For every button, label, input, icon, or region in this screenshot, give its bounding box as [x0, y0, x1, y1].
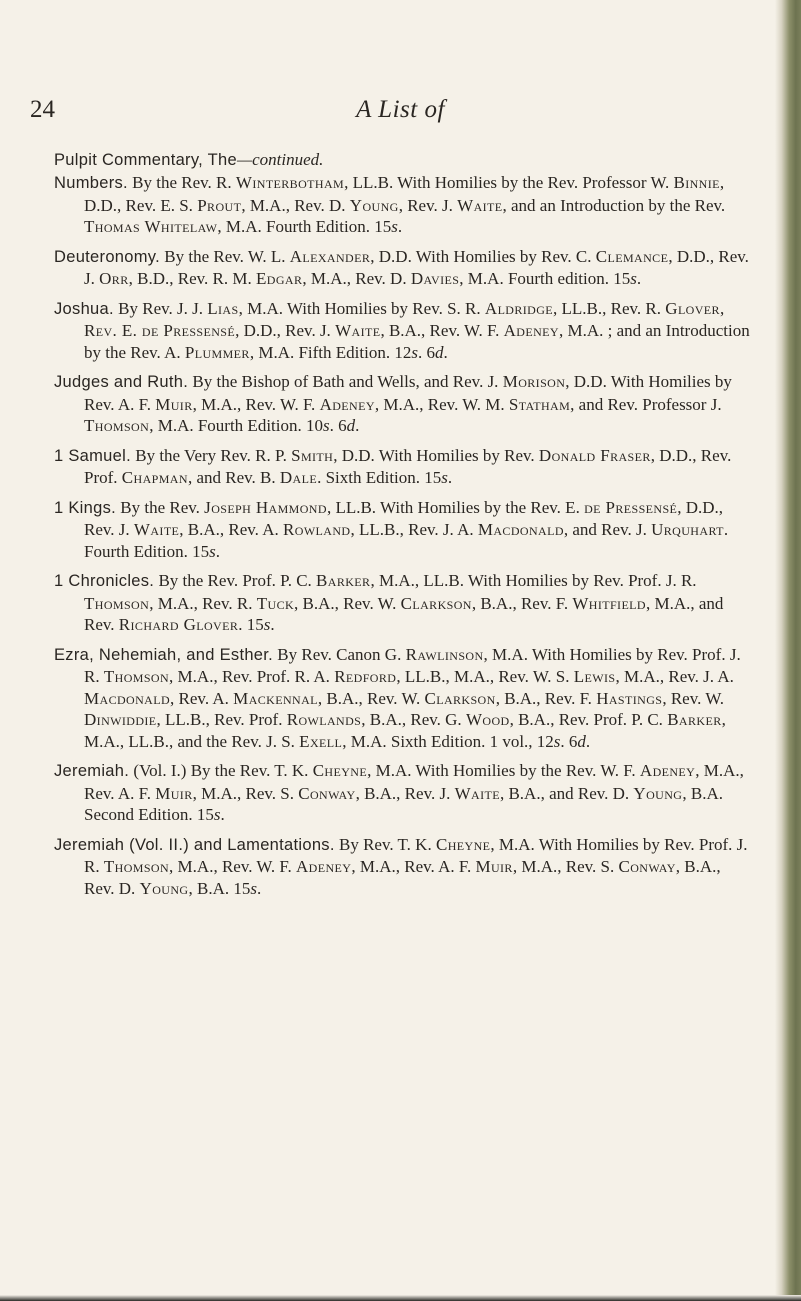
- entry-text: . 6: [329, 416, 347, 435]
- author-name: Barker: [316, 571, 371, 590]
- author-name: Adeney: [503, 321, 559, 340]
- entry-text: , D.D., Rev. Prof.: [84, 445, 732, 487]
- author-name: Rev. E. de Pressensé: [84, 321, 236, 340]
- entry-text: .: [215, 541, 221, 561]
- author-name: Plummer: [184, 342, 250, 362]
- author-name: de Pressensé: [584, 497, 678, 517]
- entry-text: , B.A., Rev. J.: [355, 783, 455, 803]
- list-item: [54, 172, 754, 238]
- author-name: Waite: [133, 520, 180, 539]
- list-item: [54, 497, 754, 563]
- author-name: Rowlands: [286, 710, 362, 729]
- author-name: Waite: [457, 195, 503, 215]
- entry-text: , Rev. J.: [398, 195, 458, 215]
- author-name: Orr: [99, 269, 129, 288]
- author-name: Cheyne: [312, 761, 368, 780]
- author-name: Urquhart: [651, 520, 724, 539]
- list-item: [54, 570, 754, 636]
- entry-text: , D.D. With Homilies by Rev. A. F.: [84, 372, 732, 414]
- entry-text: , D.D. With Homilies by Rev.: [333, 445, 539, 465]
- entry-heading: Ezra, Nehemiah, and Esther.: [54, 645, 274, 664]
- author-name: Dinwiddie: [84, 710, 157, 729]
- author-name: Waite: [454, 783, 500, 803]
- list-item: [54, 834, 754, 900]
- author-name: Winterbotham: [235, 173, 345, 192]
- entry-text: , B.D., Rev. R. M.: [128, 269, 256, 288]
- entry-heading: Judges and Ruth.: [54, 373, 189, 391]
- entry-heading: Deuteronomy.: [54, 247, 161, 266]
- author-name: Prout: [197, 195, 242, 215]
- author-name: Mackennal: [233, 688, 318, 708]
- entry-text: , B.A., Rev. D.: [84, 857, 721, 898]
- entry-text: , M.A., LL.B., and the Rev. J. S.: [84, 710, 726, 751]
- list-item: [54, 298, 754, 364]
- list-item: [54, 246, 754, 290]
- entry-text: By the Rev. W. L.: [160, 246, 290, 266]
- author-name: Adeney: [296, 857, 352, 876]
- entry-text: s: [213, 805, 221, 824]
- author-name: Edgar: [255, 269, 303, 288]
- entry-text: , M.A. With Homilies by the Rev. W. F.: [367, 761, 640, 780]
- entry-text: .: [636, 269, 642, 288]
- author-name: Lias: [207, 298, 239, 318]
- entry-text: s: [209, 541, 216, 561]
- entry-text: s: [263, 615, 271, 634]
- entry-text: , B.A., Rev. G.: [361, 710, 466, 729]
- entry-text: ,: [719, 298, 725, 318]
- commentary-list: [54, 148, 754, 899]
- entry-text: .: [585, 731, 591, 751]
- entry-text: , M.A. Fourth edition. 15: [459, 269, 631, 288]
- entry-text: , M.A., Rev. W. F.: [192, 394, 320, 414]
- entry-text: , B.A., and Rev. D.: [499, 783, 634, 803]
- entry-heading: Numbers.: [54, 174, 128, 192]
- author-name: Conway: [618, 857, 676, 876]
- author-name: Young: [139, 878, 189, 898]
- author-name: Rawlinson: [405, 644, 484, 664]
- author-name: Morison: [502, 372, 566, 391]
- author-name: Young: [633, 783, 683, 803]
- entry-text: , B.A., Rev. W.: [294, 593, 401, 613]
- running-head: A List of: [356, 96, 445, 123]
- entry-text: , D.D., Rev. J.: [84, 497, 724, 539]
- entry-text: , M.A. Fifth Edition. 12: [249, 342, 412, 362]
- author-name: Exell: [299, 731, 343, 751]
- entry-text: . 6: [417, 342, 435, 362]
- entry-text: .: [220, 805, 225, 824]
- entry-text: , M.A., Rev. W. M.: [374, 394, 509, 414]
- author-name: Muir: [475, 857, 513, 876]
- entry-text: , and Rev. J.: [563, 520, 652, 539]
- author-name: Clarkson: [424, 688, 496, 708]
- entry-text: .: [443, 342, 448, 362]
- entry-text: , M.A. With Homilies by Rev. Prof. J. R.: [84, 644, 741, 686]
- entry-text: , D.D., Rev. E. S.: [84, 173, 725, 215]
- author-name: Thomson: [84, 593, 150, 613]
- author-name: Muir: [155, 394, 193, 414]
- entry-text: , M.A., Rev. W. F.: [169, 857, 296, 876]
- entry-text: . 6: [560, 731, 578, 751]
- entry-text: .: [397, 217, 403, 236]
- author-name: Redford: [334, 667, 397, 686]
- entry-heading: 1 Chronicles.: [54, 572, 155, 590]
- entry-heading: Joshua.: [54, 299, 114, 318]
- entry-text: , M.A., Rev. R.: [149, 593, 257, 613]
- author-name: Smith: [291, 445, 334, 465]
- entry-text: , B.A. 15: [188, 878, 251, 898]
- entry-text: , M.A. Sixth Edition. 1 vol., 12: [342, 731, 554, 751]
- entry-text: . Sixth Edition. 15: [317, 468, 442, 487]
- entry-text: , M.A., Rev. S.: [512, 857, 619, 876]
- entry-text: , B.A., Rev. A.: [179, 520, 284, 539]
- page-edge-shadow: [775, 0, 801, 1301]
- entry-text: , LL.B. With Homilies by the Rev. Professor W.: [344, 173, 674, 192]
- author-name: Statham: [508, 394, 571, 414]
- entry-text: , M.A., Rev. D.: [241, 195, 350, 215]
- entry-text: By the Rev.: [116, 497, 205, 517]
- entry-text: s: [411, 342, 418, 362]
- entry-text: , M.A., Rev. A. F.: [351, 857, 476, 876]
- entry-heading: 1 Kings.: [54, 498, 117, 517]
- list-item: [54, 644, 754, 753]
- entry-text: , M.A., Rev. S.: [192, 783, 299, 803]
- entry-text: , D.D., Rev. J.: [84, 246, 749, 288]
- entry-text: (Vol. I.) By the Rev. T. K.: [129, 761, 313, 780]
- entry-heading: Jeremiah.: [54, 762, 130, 780]
- author-name: Macdonald: [477, 520, 564, 539]
- section-heading: [54, 148, 754, 172]
- entry-text: , M.A. With Homilies by Rev. Prof. J. R.: [84, 834, 748, 876]
- author-name: Joseph Hammond: [204, 497, 327, 517]
- entry-text: , M.A. With Homilies by Rev. S. R.: [238, 298, 485, 318]
- author-name: Whitfield: [572, 593, 646, 613]
- author-name: Adeney: [639, 761, 696, 780]
- entry-text: By Rev. J. J.: [113, 298, 208, 318]
- author-name: Wood: [465, 710, 510, 729]
- entry-text: , and Rev. Professor J.: [570, 394, 722, 414]
- entry-text: s: [250, 878, 258, 898]
- entry-text: d: [346, 416, 356, 435]
- entry-text: .: [447, 468, 453, 487]
- author-name: Thomas Whitelaw: [84, 217, 218, 236]
- author-name: Thomson: [103, 667, 170, 686]
- entry-text: .: [257, 878, 262, 898]
- entry-text: By Rev. T. K.: [334, 834, 436, 854]
- entry-text: s: [553, 731, 561, 751]
- entry-text: , and an Introduction by the Rev.: [502, 195, 726, 215]
- entry-text: , and Rev. B.: [187, 468, 280, 487]
- entry-text: By the Very Rev. R. P.: [131, 445, 292, 465]
- author-name: Muir: [155, 783, 193, 803]
- entry-text: , M.A., LL.B. With Homilies by Rev. Prof. J. R.: [370, 571, 697, 590]
- author-name: Clemance: [595, 246, 669, 266]
- entry-text: By Rev. Canon G.: [273, 644, 406, 664]
- entry-text: s: [630, 269, 637, 288]
- entry-text: s: [323, 416, 330, 435]
- entry-text: .: [270, 615, 275, 634]
- entry-text: , B.A., Rev. W. F.: [380, 321, 504, 340]
- entry-text: d: [577, 731, 586, 751]
- author-name: Hastings: [596, 688, 663, 708]
- list-item: [54, 371, 754, 437]
- entry-text: , B.A. Second Edition. 15: [84, 783, 723, 824]
- author-name: Thomson: [84, 416, 150, 435]
- entry-text: , M.A. Fourth Edition. 15: [217, 217, 392, 236]
- author-name: Dale: [279, 468, 318, 487]
- entry-text: .: [355, 416, 360, 435]
- entry-text: , M.A., Rev. Prof. R. A.: [169, 667, 335, 686]
- entry-text: , B.A., Rev. Prof. P. C.: [509, 710, 668, 729]
- entry-text: , M.A., Rev. J. A.: [615, 667, 734, 686]
- author-name: Richard Glover: [118, 615, 239, 634]
- entry-text: , LL.B., Rev. J. A.: [350, 520, 478, 539]
- page-bottom-edge: [0, 1295, 801, 1301]
- author-name: Clarkson: [400, 593, 472, 613]
- entry-text: , LL.B. With Homilies by the Rev. E.: [326, 497, 585, 517]
- entry-text: . 15: [238, 615, 264, 634]
- entry-text: , M.A., Rev. D.: [302, 269, 411, 288]
- author-name: Young: [349, 195, 399, 215]
- author-name: Rowland: [283, 520, 351, 539]
- entry-text: , Rev. A.: [170, 688, 234, 708]
- author-name: Donald Fraser: [538, 445, 651, 465]
- list-item: [54, 760, 754, 826]
- entry-text: d: [434, 342, 444, 362]
- entry-text: , B.A., Rev. F.: [471, 593, 573, 613]
- entry-text: , M.A. Fourth Edition. 10: [149, 416, 323, 435]
- author-name: Cheyne: [435, 834, 491, 854]
- author-name: Binnie: [673, 173, 720, 192]
- entry-text: , D.D., Rev. J.: [235, 321, 336, 340]
- author-name: Davies: [410, 269, 460, 288]
- entry-text: , LL.B., M.A., Rev. W. S.: [396, 667, 574, 686]
- entry-text: , B.A., Rev. F.: [495, 688, 597, 708]
- author-name: Barker: [667, 710, 722, 729]
- entry-list: [54, 172, 754, 899]
- entry-heading: Jeremiah (Vol. II.) and Lamentations.: [54, 835, 335, 854]
- author-name: Tuck: [256, 593, 295, 613]
- author-name: Chapman: [121, 468, 188, 487]
- entry-text: , LL.B., Rev. R.: [553, 298, 666, 318]
- entry-text: By the Rev. Prof. P. C.: [154, 571, 317, 590]
- entry-text: , Rev. W.: [662, 688, 725, 708]
- author-name: Conway: [298, 783, 356, 803]
- entry-text: , D.D. With Homilies by Rev. C.: [370, 246, 596, 266]
- author-name: Waite: [335, 321, 381, 340]
- entry-text: , LL.B., Rev. Prof.: [156, 710, 287, 729]
- entry-text: s: [391, 217, 398, 236]
- entry-text: , M.A. ; and an Introduction by the Rev. A.: [84, 321, 750, 362]
- entry-text: , M.A., and Rev.: [84, 593, 724, 634]
- entry-text: s: [441, 468, 448, 487]
- list-item: [54, 445, 754, 489]
- author-name: Adeney: [319, 394, 375, 414]
- section-title: Pulpit Commentary, The: [54, 151, 237, 169]
- entry-text: , M.A., Rev. A. F.: [84, 761, 744, 803]
- entry-text: By the Rev. R.: [127, 173, 236, 192]
- continued-label: —continued.: [236, 150, 324, 169]
- author-name: Lewis: [573, 667, 616, 686]
- page-number: 24: [30, 96, 55, 123]
- author-name: Aldridge: [484, 298, 554, 318]
- entry-text: . Fourth Edition. 15: [84, 520, 729, 561]
- author-name: Alexander: [289, 246, 371, 266]
- author-name: Macdonald: [84, 688, 171, 708]
- entry-text: By the Bishop of Bath and Wells, and Rev. J.: [188, 372, 503, 391]
- entry-heading: 1 Samuel.: [54, 446, 131, 465]
- author-name: Glover: [665, 298, 720, 318]
- entry-text: , B.A., Rev. W.: [317, 688, 425, 708]
- author-name: Thomson: [103, 857, 170, 876]
